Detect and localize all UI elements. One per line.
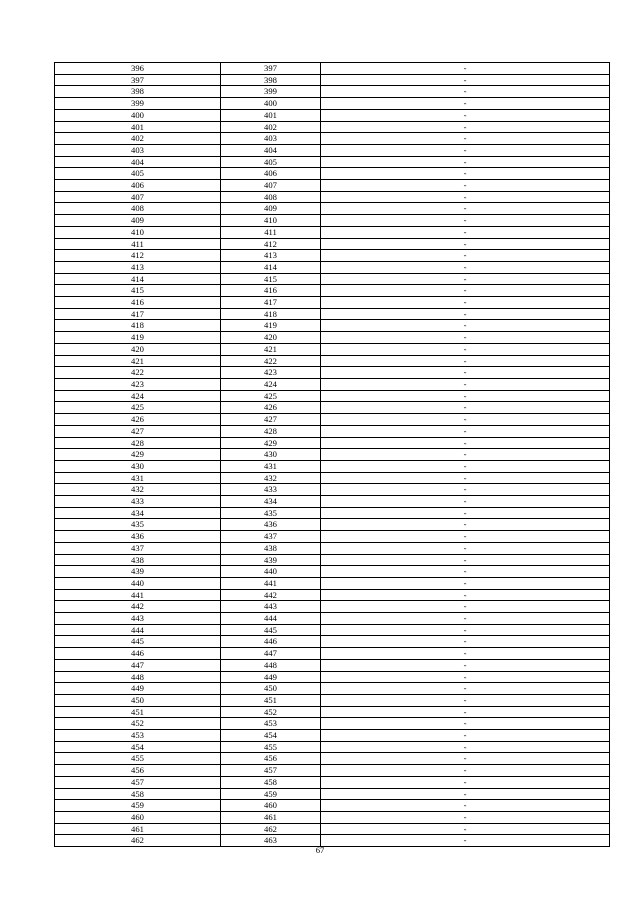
table-row <box>55 203 610 215</box>
table-cell: - <box>321 507 610 519</box>
table-cell: 437 <box>55 542 221 554</box>
table-row <box>55 226 610 238</box>
table-cell: 396 <box>55 63 221 75</box>
table-cell: - <box>321 776 610 788</box>
table-cell: 452 <box>55 718 221 730</box>
table-cell: - <box>321 402 610 414</box>
table-cell: - <box>321 168 610 180</box>
table-cell: - <box>321 332 610 344</box>
table-cell: 423 <box>55 378 221 390</box>
table-cell: 440 <box>221 566 321 578</box>
table-cell: 398 <box>55 86 221 98</box>
table-cell: - <box>321 753 610 765</box>
table-cell: - <box>321 378 610 390</box>
table-row <box>55 285 610 297</box>
table-cell: - <box>321 367 610 379</box>
table-cell: 408 <box>221 191 321 203</box>
table-row <box>55 449 610 461</box>
table-cell: 456 <box>221 753 321 765</box>
table-cell: - <box>321 835 610 847</box>
table-cell: 430 <box>221 449 321 461</box>
table-row <box>55 659 610 671</box>
table-cell: 411 <box>55 238 221 250</box>
table-cell: 432 <box>221 472 321 484</box>
table-row <box>55 706 610 718</box>
data-table <box>54 62 610 847</box>
table-cell: 449 <box>221 671 321 683</box>
table-cell: 461 <box>221 812 321 824</box>
table-row <box>55 63 610 75</box>
table-cell: - <box>321 683 610 695</box>
table-cell: - <box>321 320 610 332</box>
table-cell: 409 <box>221 203 321 215</box>
table-row <box>55 718 610 730</box>
table-cell: 441 <box>55 589 221 601</box>
table-cell: 397 <box>221 63 321 75</box>
table-cell: 406 <box>55 180 221 192</box>
table-row <box>55 215 610 227</box>
table-row <box>55 144 610 156</box>
table-cell: 438 <box>55 554 221 566</box>
table-row <box>55 109 610 121</box>
table-cell: 410 <box>221 215 321 227</box>
table-row <box>55 636 610 648</box>
table-cell: 445 <box>55 636 221 648</box>
table-cell: 438 <box>221 542 321 554</box>
table-cell: 443 <box>55 613 221 625</box>
table-cell: 451 <box>221 694 321 706</box>
table-row <box>55 390 610 402</box>
table-cell: - <box>321 63 610 75</box>
table-cell: 459 <box>55 800 221 812</box>
table-cell: 449 <box>55 683 221 695</box>
table-cell: - <box>321 718 610 730</box>
table-cell: - <box>321 554 610 566</box>
table-cell: 446 <box>55 648 221 660</box>
table-cell: 419 <box>55 332 221 344</box>
table-cell: - <box>321 449 610 461</box>
table-row <box>55 823 610 835</box>
table-row <box>55 800 610 812</box>
table-cell: 421 <box>55 355 221 367</box>
table-cell: 426 <box>55 414 221 426</box>
table-cell: - <box>321 589 610 601</box>
table-cell: 462 <box>55 835 221 847</box>
table-cell: - <box>321 74 610 86</box>
table-cell: - <box>321 98 610 110</box>
table-cell: 429 <box>55 449 221 461</box>
table-row <box>55 437 610 449</box>
table-cell: - <box>321 812 610 824</box>
table-row <box>55 460 610 472</box>
table-cell: - <box>321 261 610 273</box>
table-cell: 413 <box>221 250 321 262</box>
table-cell: 446 <box>221 636 321 648</box>
table-cell: 402 <box>221 121 321 133</box>
table-cell: 403 <box>55 144 221 156</box>
table-cell: - <box>321 741 610 753</box>
table-cell: - <box>321 390 610 402</box>
page-number: 67 <box>315 845 325 855</box>
table-cell: 429 <box>221 437 321 449</box>
table-cell: - <box>321 601 610 613</box>
table-row <box>55 250 610 262</box>
table-cell: 417 <box>221 297 321 309</box>
table-cell: - <box>321 86 610 98</box>
table-row <box>55 788 610 800</box>
table-cell: 457 <box>55 776 221 788</box>
table-cell: 427 <box>221 414 321 426</box>
table-cell: 420 <box>221 332 321 344</box>
table-cell: - <box>321 636 610 648</box>
table-cell: 410 <box>55 226 221 238</box>
table-body <box>55 63 610 847</box>
table-cell: 412 <box>55 250 221 262</box>
table-cell: - <box>321 694 610 706</box>
table-cell: 425 <box>55 402 221 414</box>
table-row <box>55 589 610 601</box>
table-cell: - <box>321 133 610 145</box>
table-row <box>55 297 610 309</box>
table-row <box>55 648 610 660</box>
table-row <box>55 156 610 168</box>
table-cell: - <box>321 730 610 742</box>
table-row <box>55 355 610 367</box>
table-row <box>55 613 610 625</box>
table-cell: 414 <box>55 273 221 285</box>
table-cell: - <box>321 800 610 812</box>
table-row <box>55 273 610 285</box>
table-cell: 458 <box>55 788 221 800</box>
table-cell: 414 <box>221 261 321 273</box>
table-cell: 454 <box>221 730 321 742</box>
table-cell: 450 <box>221 683 321 695</box>
table-cell: 423 <box>221 367 321 379</box>
table-cell: 418 <box>221 308 321 320</box>
table-cell: 432 <box>55 484 221 496</box>
table-cell: 431 <box>221 460 321 472</box>
table-cell: 447 <box>55 659 221 671</box>
table-cell: 435 <box>55 519 221 531</box>
table-cell: 460 <box>221 800 321 812</box>
table-cell: 448 <box>55 671 221 683</box>
table-cell: 460 <box>55 812 221 824</box>
table-row <box>55 566 610 578</box>
table-cell: 400 <box>221 98 321 110</box>
table-cell: 402 <box>55 133 221 145</box>
table-cell: - <box>321 238 610 250</box>
table-row <box>55 496 610 508</box>
table-cell: - <box>321 765 610 777</box>
table-row <box>55 519 610 531</box>
table-row <box>55 320 610 332</box>
table-cell: - <box>321 180 610 192</box>
table-cell: 448 <box>221 659 321 671</box>
table-cell: - <box>321 659 610 671</box>
table-row <box>55 694 610 706</box>
table-row <box>55 601 610 613</box>
table-cell: 442 <box>55 601 221 613</box>
table-cell: 436 <box>55 531 221 543</box>
table-cell: 409 <box>55 215 221 227</box>
table-cell: - <box>321 577 610 589</box>
table-cell: - <box>321 706 610 718</box>
table-cell: - <box>321 191 610 203</box>
table-cell: 463 <box>221 835 321 847</box>
table-cell: 400 <box>55 109 221 121</box>
table-row <box>55 168 610 180</box>
table-cell: - <box>321 519 610 531</box>
table-cell: - <box>321 226 610 238</box>
table-row <box>55 765 610 777</box>
table-row <box>55 554 610 566</box>
table-cell: 434 <box>55 507 221 519</box>
table-cell: 399 <box>221 86 321 98</box>
table-cell: 462 <box>221 823 321 835</box>
table-cell: 415 <box>55 285 221 297</box>
table-row <box>55 730 610 742</box>
table-cell: 406 <box>221 168 321 180</box>
table-cell: 451 <box>55 706 221 718</box>
table-row <box>55 402 610 414</box>
table-row <box>55 753 610 765</box>
table-cell: 407 <box>55 191 221 203</box>
table-row <box>55 238 610 250</box>
table-row <box>55 343 610 355</box>
table-cell: 439 <box>221 554 321 566</box>
table-cell: 455 <box>55 753 221 765</box>
table-row <box>55 261 610 273</box>
table-cell: - <box>321 648 610 660</box>
table-cell: 457 <box>221 765 321 777</box>
table-cell: 420 <box>55 343 221 355</box>
table-cell: 416 <box>221 285 321 297</box>
table-row <box>55 191 610 203</box>
table-cell: - <box>321 531 610 543</box>
table-cell: - <box>321 297 610 309</box>
table-cell: - <box>321 121 610 133</box>
table-cell: 453 <box>221 718 321 730</box>
table-cell: - <box>321 671 610 683</box>
table-cell: 417 <box>55 308 221 320</box>
table-cell: 425 <box>221 390 321 402</box>
table-cell: 398 <box>221 74 321 86</box>
table-cell: - <box>321 823 610 835</box>
table-cell: - <box>321 542 610 554</box>
table-cell: - <box>321 496 610 508</box>
table-cell: 443 <box>221 601 321 613</box>
table-cell: - <box>321 472 610 484</box>
table-row <box>55 776 610 788</box>
table-cell: 450 <box>55 694 221 706</box>
table-cell: 447 <box>221 648 321 660</box>
table-cell: - <box>321 156 610 168</box>
table-cell: 426 <box>221 402 321 414</box>
table-cell: 412 <box>221 238 321 250</box>
table-cell: 416 <box>55 297 221 309</box>
table-row <box>55 74 610 86</box>
table-row <box>55 121 610 133</box>
table-cell: 399 <box>55 98 221 110</box>
table-cell: 404 <box>55 156 221 168</box>
table-row <box>55 484 610 496</box>
table-cell: 456 <box>55 765 221 777</box>
table-cell: 401 <box>221 109 321 121</box>
table-row <box>55 367 610 379</box>
table-cell: - <box>321 613 610 625</box>
table-row <box>55 507 610 519</box>
table-row <box>55 671 610 683</box>
table-row <box>55 180 610 192</box>
table-cell: - <box>321 215 610 227</box>
table-cell: 458 <box>221 776 321 788</box>
table-cell: 440 <box>55 577 221 589</box>
table-row <box>55 531 610 543</box>
table-cell: 455 <box>221 741 321 753</box>
table-cell: - <box>321 788 610 800</box>
table-cell: 452 <box>221 706 321 718</box>
table-cell: 424 <box>55 390 221 402</box>
table-cell: - <box>321 273 610 285</box>
table-row <box>55 472 610 484</box>
table-cell: 445 <box>221 624 321 636</box>
table-cell: 439 <box>55 566 221 578</box>
table-cell: 403 <box>221 133 321 145</box>
table-cell: - <box>321 355 610 367</box>
table-cell: - <box>321 109 610 121</box>
table-cell: - <box>321 566 610 578</box>
table-cell: - <box>321 414 610 426</box>
table-row <box>55 133 610 145</box>
table-row <box>55 332 610 344</box>
table-row <box>55 86 610 98</box>
table-cell: 437 <box>221 531 321 543</box>
table-row <box>55 741 610 753</box>
table-cell: 434 <box>221 496 321 508</box>
table-cell: - <box>321 425 610 437</box>
table-cell: 422 <box>55 367 221 379</box>
table-cell: 433 <box>221 484 321 496</box>
table-cell: 461 <box>55 823 221 835</box>
table-cell: 435 <box>221 507 321 519</box>
table-cell: - <box>321 250 610 262</box>
table-cell: - <box>321 285 610 297</box>
table-cell: 427 <box>55 425 221 437</box>
table-cell: 405 <box>221 156 321 168</box>
table-cell: 413 <box>55 261 221 273</box>
table-cell: 441 <box>221 577 321 589</box>
table-cell: 431 <box>55 472 221 484</box>
table-cell: - <box>321 484 610 496</box>
table-cell: 405 <box>55 168 221 180</box>
table-row <box>55 683 610 695</box>
table-cell: 459 <box>221 788 321 800</box>
table-row <box>55 98 610 110</box>
table-cell: 430 <box>55 460 221 472</box>
table-row <box>55 425 610 437</box>
table-cell: 453 <box>55 730 221 742</box>
table-cell: 433 <box>55 496 221 508</box>
table-cell: 444 <box>221 613 321 625</box>
table-cell: 404 <box>221 144 321 156</box>
table-cell: 424 <box>221 378 321 390</box>
table-row <box>55 308 610 320</box>
table-row <box>55 414 610 426</box>
table-cell: 444 <box>55 624 221 636</box>
table-cell: 428 <box>55 437 221 449</box>
table-cell: - <box>321 144 610 156</box>
table-cell: 397 <box>55 74 221 86</box>
table-cell: - <box>321 308 610 320</box>
table-cell: 442 <box>221 589 321 601</box>
table-cell: 419 <box>221 320 321 332</box>
table-row <box>55 577 610 589</box>
table-cell: - <box>321 203 610 215</box>
table-cell: 411 <box>221 226 321 238</box>
table-cell: 408 <box>55 203 221 215</box>
table-cell: 407 <box>221 180 321 192</box>
table-cell: 436 <box>221 519 321 531</box>
table-cell: 421 <box>221 343 321 355</box>
table-cell: - <box>321 343 610 355</box>
table-cell: 418 <box>55 320 221 332</box>
table-cell: - <box>321 460 610 472</box>
table-row <box>55 378 610 390</box>
table-cell: 428 <box>221 425 321 437</box>
table-row <box>55 542 610 554</box>
table-row <box>55 624 610 636</box>
table-cell: 415 <box>221 273 321 285</box>
table-cell: - <box>321 624 610 636</box>
table-cell: - <box>321 437 610 449</box>
table-cell: 422 <box>221 355 321 367</box>
table-row <box>55 812 610 824</box>
table-cell: 454 <box>55 741 221 753</box>
table-cell: 401 <box>55 121 221 133</box>
